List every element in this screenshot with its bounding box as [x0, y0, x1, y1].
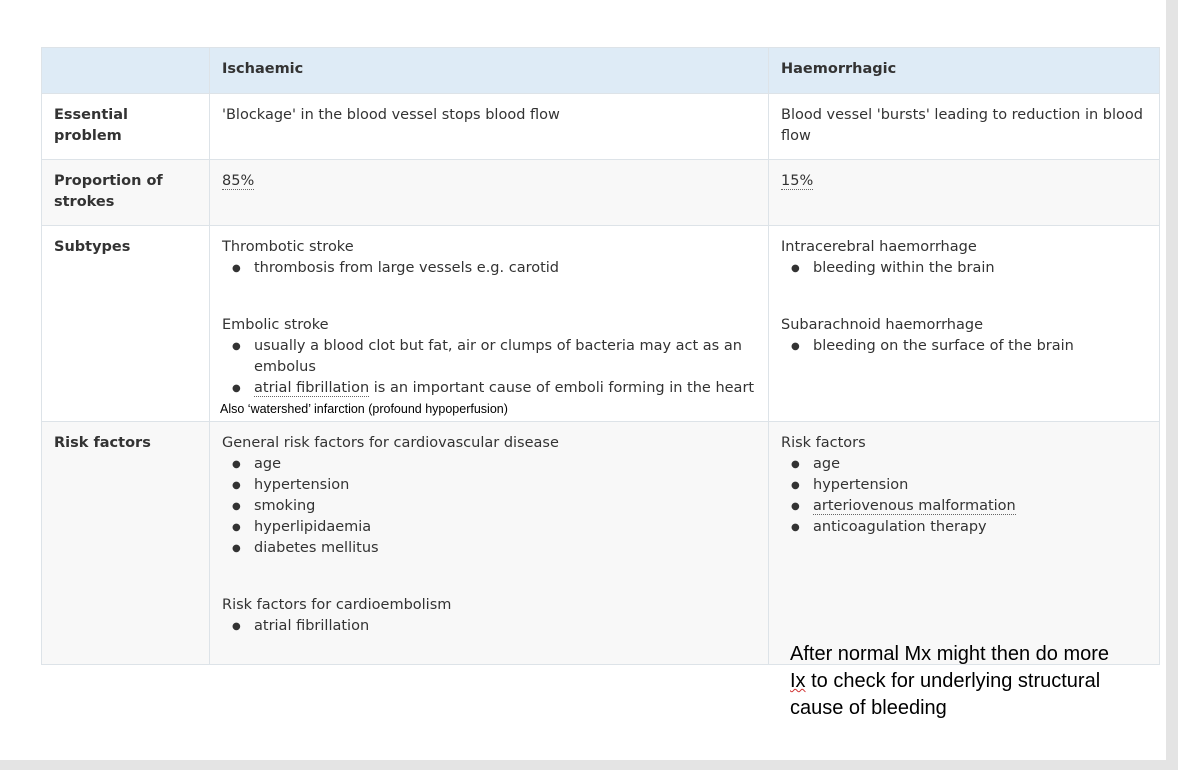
cell-risk-ischaemic	[210, 422, 769, 665]
cell-essential-haemorrhagic: Blood vessel 'bursts' leading to reduction in blood flow	[769, 94, 1160, 160]
list-item	[813, 496, 1147, 517]
embolic-list	[222, 336, 756, 399]
table-header-row	[42, 48, 1160, 94]
cell-subtypes-ischaemic	[210, 226, 769, 422]
atrial-fibrillation-link[interactable]: atrial fibrillation	[254, 380, 370, 396]
list-item: ● usually a blood clot but fat, air or clumps of bacteria may act as an embolus	[254, 336, 756, 378]
header-empty	[42, 48, 210, 94]
cell-risk-haemorrhagic	[769, 422, 1160, 665]
cardioembolism-list	[222, 616, 756, 637]
header-haemorrhagic: Haemorrhagic	[769, 48, 1160, 94]
spellcheck-word: Ix	[790, 670, 806, 692]
intracerebral-list	[781, 258, 1147, 279]
proportion-haemorrhagic-link[interactable]: 15%	[781, 173, 814, 189]
row-label-subtypes: Subtypes	[42, 226, 210, 422]
list-item: ● hyperlipidaemia	[254, 517, 756, 538]
list-item: ● atrial fibrillation	[254, 616, 756, 637]
subarachnoid-list	[781, 336, 1147, 357]
list-item: ● bleeding within the brain	[813, 258, 1147, 279]
row-essential-problem	[42, 94, 1160, 160]
cell-proportion-ischaemic	[210, 160, 769, 226]
list-item: ● smoking	[254, 496, 756, 517]
list-item: ● diabetes mellitus	[254, 538, 756, 559]
row-label-proportion: Proportion of strokes	[42, 160, 210, 226]
cell-proportion-haemorrhagic	[769, 160, 1160, 226]
thrombotic-title: Thrombotic stroke	[222, 239, 354, 255]
cell-essential-ischaemic: 'Blockage' in the blood vessel stops blood flow	[210, 94, 769, 160]
intracerebral-title: Intracerebral haemorrhage	[781, 239, 977, 255]
general-risk-title: General risk factors for cardiovascular disease	[222, 435, 559, 451]
embolic-title: Embolic stroke	[222, 317, 329, 333]
subarachnoid-title: Subarachnoid haemorrhage	[781, 317, 984, 333]
embolic-item-2-text: is an important cause of emboli forming in the heart	[369, 380, 755, 396]
cell-subtypes-haemorrhagic	[769, 226, 1160, 422]
annotation-line-1: After normal Mx might then do more	[790, 643, 1110, 665]
row-risk-factors	[42, 422, 1160, 665]
handwritten-annotation	[790, 641, 1150, 722]
stroke-comparison-table	[41, 47, 1160, 665]
list-item	[254, 378, 756, 399]
proportion-ischaemic-link[interactable]: 85%	[222, 173, 255, 189]
row-label-risk-factors: Risk factors	[42, 422, 210, 665]
list-item: ● age	[813, 454, 1147, 475]
cardioembolism-title: Risk factors for cardioembolism	[222, 597, 452, 613]
general-risk-list	[222, 454, 756, 559]
row-subtypes	[42, 226, 1160, 422]
haem-risk-list	[781, 454, 1147, 538]
list-item: ● bleeding on the surface of the brain	[813, 336, 1147, 357]
header-ischaemic: Ischaemic	[210, 48, 769, 94]
row-label-essential-problem: Essential problem	[42, 94, 210, 160]
watershed-note: Also ‘watershed’ infarction (profound hypoperfusion)	[220, 402, 508, 416]
haem-risk-title: Risk factors	[781, 435, 866, 451]
list-item: ● hypertension	[254, 475, 756, 496]
list-item: ● anticoagulation therapy	[813, 517, 1147, 538]
annotation-line-2-rest: to check for underlying structural	[805, 670, 1101, 692]
list-item: ● thrombosis from large vessels e.g. carotid	[254, 258, 756, 279]
avm-link[interactable]: arteriovenous malformation	[813, 498, 1016, 514]
annotation-line-3: cause of bleeding	[790, 697, 947, 719]
thrombotic-list	[222, 258, 756, 279]
row-proportion	[42, 160, 1160, 226]
annotation-line-2	[790, 668, 1150, 695]
list-item: ● age	[254, 454, 756, 475]
list-item: ● hypertension	[813, 475, 1147, 496]
